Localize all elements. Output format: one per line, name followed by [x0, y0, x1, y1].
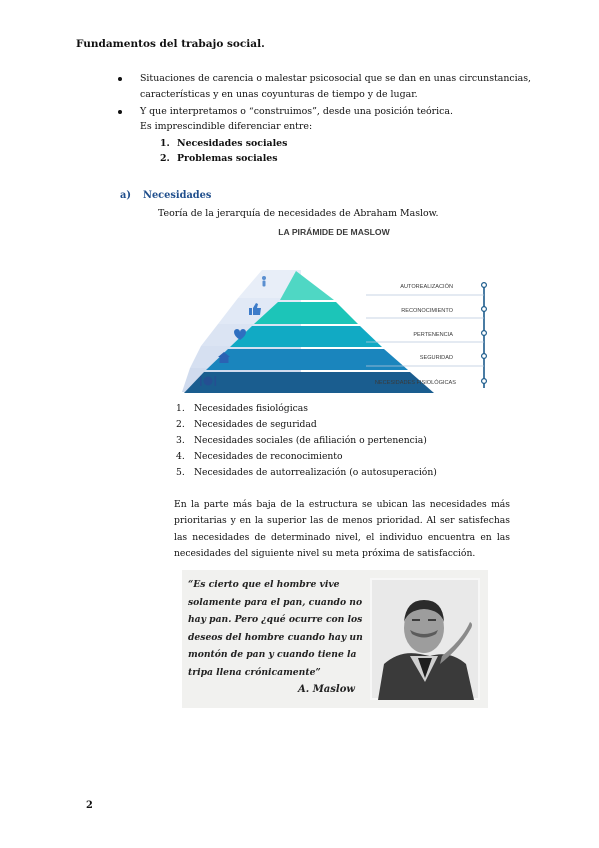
- distinction-text: Necesidades sociales: [177, 138, 288, 149]
- bullet-marker: [118, 110, 122, 114]
- distinction-number: 1.: [160, 138, 170, 149]
- quote-line: montón de pan y cuando tiene la: [188, 649, 357, 660]
- list-text: Necesidades de seguridad: [194, 419, 317, 430]
- level-label: PERTENENCIA: [413, 332, 453, 338]
- quote-author: A. Maslow: [298, 684, 355, 695]
- level-label: NECESIDADES FISIOLÓGICAS: [374, 380, 456, 386]
- list-number: 5.: [176, 467, 185, 478]
- list-text: Necesidades de autorrealización (o autosuperación): [194, 467, 437, 478]
- document-header: Fundamentos del trabajo social.: [76, 38, 265, 50]
- list-number: 4.: [176, 451, 185, 462]
- bullet-line: características y en unas coyunturas de tiempo y de lugar.: [140, 89, 418, 100]
- distinction-number: 2.: [160, 153, 170, 164]
- maslow-pyramid-figure: [176, 218, 494, 398]
- quote-line: tripa llena crónicamente”: [188, 666, 321, 678]
- maslow-quote-image: [182, 570, 488, 708]
- level-dot: [482, 331, 487, 336]
- pyramid-title: LA PIRÁMIDE DE MASLOW: [278, 227, 390, 237]
- bullet-line: Y que interpretamos o “construimos”, desde una posición teórica.: [140, 106, 453, 117]
- maslow-portrait-photo: [370, 578, 480, 700]
- body-paragraph: En la parte más baja de la estructura se ubican las necesidades más prioritarias y en la superior las de menos prioridad. Al ser satisfechas las necesidades de determinado nivel, el individuo encuentra en las necesidades del siguiente nivel su meta próxima de satisfacción.: [174, 499, 510, 559]
- pyramid-level-seguridad: [206, 349, 408, 370]
- level-dot: [482, 354, 487, 359]
- person-icon: [262, 276, 266, 287]
- distinguish-intro: Es imprescindible diferenciar entre:: [140, 121, 313, 132]
- bullet-marker: [118, 77, 122, 81]
- level-dot: [482, 307, 487, 312]
- bullet-line: Situaciones de carencia o malestar psicosocial que se dan en unas circunstancias,: [140, 73, 532, 84]
- page-number: 2: [86, 800, 93, 811]
- list-number: 2.: [176, 419, 185, 430]
- level-label: SEGURIDAD: [419, 355, 453, 361]
- quote-line: hay pan. Pero ¿qué ocurre con los: [188, 614, 363, 625]
- maslow-intro: Teoría de la jerarquía de necesidades de Abraham Maslow.: [158, 208, 439, 219]
- quote-line: deseos del hombre cuando hay un: [188, 631, 363, 643]
- quote-line: “Es cierto que el hombre vive: [188, 579, 340, 590]
- quote-line: solamente para el pan, cuando no: [188, 596, 363, 608]
- section-title: Necesidades: [142, 190, 212, 201]
- level-dot: [482, 379, 487, 384]
- level-label: AUTOREALIZACIÓN: [400, 284, 453, 290]
- level-dot: [482, 283, 487, 288]
- list-text: Necesidades fisiológicas: [194, 403, 308, 414]
- section-marker: a): [120, 190, 131, 201]
- level-label: RECONOCIMIENTO: [401, 308, 453, 314]
- section-heading: [120, 190, 211, 201]
- list-number: 1.: [176, 403, 185, 414]
- quote-text: [188, 576, 364, 681]
- list-number: 3.: [176, 435, 185, 446]
- pyramid-level-pertenencia: [230, 326, 382, 347]
- list-text: Necesidades de reconocimiento: [194, 451, 343, 462]
- distinction-text: Problemas sociales: [177, 153, 278, 164]
- list-text: Necesidades sociales (de afiliación o pertenencia): [194, 435, 427, 446]
